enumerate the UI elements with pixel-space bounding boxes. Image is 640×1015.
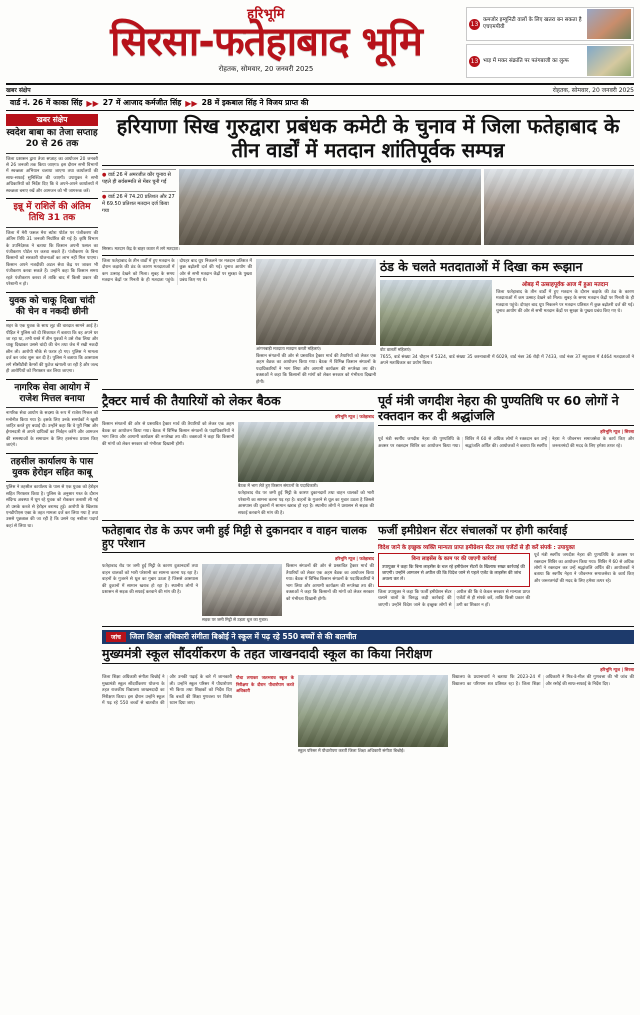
sidebar-item-body: नागरिक सेवा आयोग के सदस्य के रूप में राजेश मित्तल को मनोनीत किया गया है। इसके लिए उनके समर्थकों ने खुशी जाहिर करते हुए बधाई दी। उन्होंने कहा कि वे पूरी निष्ठा और ईमानदारी से अपने दायित्वों का निर्वहन करेंगे और आमजन की समस्याओं के समाधान के लिए हरसंभव प्रयास किए जाएंगे। (6, 411, 98, 449)
dateline-left: खबर संक्षेप (6, 87, 31, 94)
main-column (102, 114, 634, 754)
cold-story-text-wrap (496, 280, 634, 353)
mud-story-photo-caption: सड़क पर जमी मिट्टी से उड़ता धूल का गुबार। (202, 617, 269, 623)
promo-text: भाड़ में मकर संक्रांति पर पतंगबाजी का लुत्फ (483, 57, 569, 64)
sidebar-item-body: पुलिस ने तहसील कार्यालय के पास से एक युवक को हेरोइन सहित गिरफ्तार किया है। पुलिस के अनुसार गश्त के दौरान संदिग्ध अवस्था में घूम रहे युवक को रोककर तलाशी ली गई तो उसके कब्जे से हेरोइन बरामद हुई। आरोपी के खिलाफ एनडीपीएस एक्ट के तहत मामला दर्ज कर लिया गया है तथा उससे पूछताछ की जा रही है कि उसने यह नशीला पदार्थ कहां से लिया था। (6, 485, 98, 529)
kicker-item-1: वार्ड नं. 26 में काका सिंह (10, 98, 83, 107)
lead-body: जिला फतेहाबाद के तीन वार्डों में हुए मतदान के दौरान कड़ाके की ठंड के कारण मतदाताओं में कम उत्साह देखने को मिला। सुबह के समय मतदान केंद्रों पर गिनती के ही मतदाता पहुंचे। दोपहर बाद धूप निकलने पर मतदान प्रतिशत में कुछ बढ़ोतरी दर्ज की गई। चुनाव आयोग की ओर से सभी मतदान केंद्रों पर सुरक्षा के पुख्ता प्रबंध किए गए थे। (102, 259, 252, 284)
dateline-strip (6, 85, 634, 96)
cold-story-stats: 7655, वार्ड संख्या 34 चौहान में 5324, वार्ड संख्या 35 करनावाली में 6029, वार्ड नंबर 36 रोड़ी में 7433, वार्ड नंबर 37 सहुवाला में 4464 मतदाताओं ने अपने मताधिकार का प्रयोग किया। (380, 355, 634, 367)
fraud-story-body: जिला उपायुक्त ने कहा कि फर्जी इमीग्रेशन सेंटर चलाने वालों के विरुद्ध कड़ी कार्रवाई की जाएगी। उन्होंने विदेश जाने के इच्छुक लोगों से अपील की कि वे केवल सरकार से मान्यता प्राप्त एजेंटों से ही संपर्क करें, ताकि किसी प्रकार की ठगी का शिकार न हों। (378, 589, 530, 608)
second-photo-col (256, 259, 376, 386)
promo-badge: 13 (470, 20, 479, 28)
lead-photo-1-wrap (179, 169, 481, 245)
third-row (102, 393, 634, 517)
lead-photo-caption: सिरसा। मतदान केंद्र के बाहर कतार में लगे मतदाता। (102, 246, 180, 251)
lead-photo-row (102, 169, 634, 245)
sidebar-item-body: शहर के एक युवक के साथ लूट की वारदात सामने आई है। पीड़ित ने पुलिस को दी शिकायत में बताया कि वह अपने घर जा रहा था, तभी रास्ते में तीन युवकों ने उसे रोक लिया और चाकू दिखाकर उससे चांदी की चेन तथा जेब में रखी नकदी छीन ली। आरोपी मौके से फरार हो गए। पुलिस ने मामला दर्ज कर जांच शुरू कर दी है। पुलिस ने बताया कि आसपास लगे सीसीटीवी कैमरों की फुटेज खंगाली जा रही है और जल्द ही आरोपियों को गिरफ्तार कर लिया जाएगा। (6, 324, 98, 375)
sidebar-item-4[interactable] (6, 457, 98, 531)
sidebar-item-body: जिला प्रशासन द्वारा तेजा सप्ताह का आयोजन 20 जनवरी से 26 जनवरी तक किया जाएगा। इस दौरान सभी विभागों में स्वच्छता अभियान चलाया जाएगा तथा कार्यालयों की साफ-सफाई सुनिश्चित की जाएगी। उपायुक्त ने सभी अधिकारियों को निर्देश दिए कि वे अपने-अपने कार्यालयों में स्वच्छता बनाए रखें और आमजन को भी जागरूक करें। (6, 156, 98, 194)
lead-headline: हरियाणा सिख गुरुद्वारा प्रबंधक कमेटी के चुनाव में जिला फतेहाबाद के तीन वार्डों में मतदान शांतिपूर्वक सम्पन्न (102, 114, 634, 166)
fraud-highlight-box (378, 553, 530, 587)
tractor-story-head: ट्रैक्टर मार्च की तैयारियों को लेकर बैठक (102, 393, 374, 411)
fourth-row (102, 524, 634, 623)
nehra-story-body: पूर्व मंत्री स्वर्गीय जगदीश नेहरा की पुण्यतिथि के अवसर पर रक्तदान शिविर का आयोजन किया गया। शिविर में 60 से अधिक लोगों ने रक्तदान कर उन्हें श्रद्धांजलि अर्पित की। आयोजकों ने बताया कि स्वर्गीय नेहरा ने जीवनभर समाजसेवा के कार्य किए और जरूरतमंदों की मदद के लिए हमेशा तत्पर रहे। (378, 437, 634, 449)
mud-right-text (286, 564, 374, 623)
mud-story-byline: हरिभूमि न्यूज | फतेहाबाद (335, 556, 374, 562)
cold-story-photo (380, 280, 492, 346)
school-story-body: जिला शिक्षा अधिकारी संगीता बिश्नोई ने मुख्यमंत्री स्कूल सौंदर्यीकरण योजना के तहत राजकीय विद्यालय जाखनदादी का निरीक्षण किया। इस दौरान उन्होंने स्कूल में पढ़ रहे 550 बच्चों से बातचीत की और उनकी पढ़ाई के बारे में जानकारी ली। उन्होंने स्कूल परिसर में पौधारोपण भी किया तथा शिक्षकों को निर्देश दिए कि बच्चों की शिक्षा गुणवत्ता पर विशेष ध्यान दिया जाए। (102, 675, 232, 707)
mud-story-photo (202, 564, 282, 616)
fraud-story (378, 524, 634, 623)
school-side-caption (236, 675, 294, 754)
sidebar-item-head: तहसील कार्यालय के पास युवक हेरोइन सहित काबू (6, 457, 98, 483)
mud-story (102, 524, 374, 623)
brand-title: सिरसा-फतेहाबाद भूमि (110, 19, 422, 65)
masthead (6, 4, 634, 85)
lead-caption-1-text: वार्ड 26 में अमरजीत कौर चुनाव से पहले ही सर्वसम्मति से मेंबर चुनी गईं (102, 172, 171, 186)
masthead-promos (466, 4, 634, 81)
sidebar-item-0[interactable] (6, 128, 98, 195)
promo-badge: 13 (470, 57, 479, 65)
lead-continued-text (102, 259, 252, 386)
mud-photo-wrap (202, 564, 282, 623)
tractor-story-body: किसान संगठनों की ओर से प्रस्तावित ट्रैक्टर मार्च की तैयारियों को लेकर एक अहम बैठक का आयोजन किया गया। बैठक में विभिन्न किसान संगठनों के पदाधिकारियों ने भाग लिया और आगामी कार्यक्रम की रूपरेखा तय की। वक्ताओं ने कहा कि किसानों की मांगों को लेकर सरकार को गंभीरता दिखानी होगी। (102, 422, 234, 447)
mud-story-body: फतेहाबाद रोड पर जमी हुई मिट्टी के कारण दुकानदारों तथा वाहन चालकों को भारी परेशानी का सामना करना पड़ रहा है। वाहनों के गुजरने से धूल का गुबार उठता है जिससे आसपास की दुकानों में सामान खराब हो रहा है। स्थानीय लोगों ने प्रशासन से सड़क की सफाई करवाने की मांग की है। (102, 564, 198, 596)
cold-story-photo-wrap (380, 280, 492, 353)
sidebar-item-head: युवक को चाकू दिखा चांदी की चेन व नकदी छीनी (6, 296, 98, 322)
lead-photo-2-wrap (484, 169, 634, 245)
school-story-head: मुख्यमंत्री स्कूल सौंदर्यीकरण के तहत जाखनदादी स्कूल का किया निरीक्षण (102, 646, 634, 664)
nehra-story-byline: हरिभूमि न्यूज | सिरसा (600, 429, 634, 435)
nehra-story (378, 393, 634, 517)
tractor-story-photo-caption: बैठक में भाग लेते हुए किसान संगठनों के पदाधिकारी। (238, 483, 319, 489)
sidebar-item-head: नागरिक सेवा आयोग में राजेश मित्तल बनाया (6, 383, 98, 409)
kicker-separator-icon: ▶▶ (185, 98, 198, 108)
lead-caption-1: ● वार्ड 26 में अमरजीत कौर चुनाव से पहले ही सर्वसम्मति से मेंबर चुनी गईं (102, 169, 176, 187)
sidebar-item-body: जिला में मेरी फसल मेरा ब्योरा पोर्टल पर पंजीकरण की अंतिम तिथि 31 जनवरी निर्धारित की गई है। कृषि विभाग के उपनिदेशक ने बताया कि किसान अपनी फसल का पंजीकरण पोर्टल पर करवा सकते हैं। पंजीकरण के बिना किसानों को सरकारी योजनाओं का लाभ नहीं मिल पाएगा। किसान अपने नजदीकी अटल सेवा केंद्र पर जाकर भी पंजीकरण करवा सकते हैं। उन्होंने कहा कि किसान समय रहते पंजीकरण करवा लें ताकि बाद में किसी प्रकार की परेशानी न हो। (6, 230, 98, 288)
school-right-text (452, 675, 634, 754)
mud-story-head: फतेहाबाद रोड के ऊपर जमी हुई मिट्टी से दुकानदार व वाहन चालक हुए परेशान (102, 524, 374, 553)
school-body-row (102, 675, 634, 754)
lead-captions (102, 169, 176, 245)
kicker-separator-icon: ▶▶ (86, 98, 99, 108)
sidebar-item-1[interactable] (6, 202, 98, 288)
kicker-item-3: 28 में इकबाल सिंह ने विजय प्राप्त की (201, 98, 309, 107)
tractor-left-text (102, 422, 234, 517)
sidebar-badge: खबर संक्षेप (6, 114, 98, 126)
school-tagbar (102, 630, 634, 644)
masthead-left-spacer (6, 4, 66, 81)
school-story-byline: हरिभूमि न्यूज | सिरसा (600, 667, 634, 673)
lead-photo-1 (179, 169, 481, 245)
tractor-story-byline: हरिभूमि न्यूज | फतेहाबाद (335, 414, 374, 420)
school-tagbar-text: जिला शिक्षा अधिकारी संगीता बिश्नोई ने स्कूल में पढ़ रहे 550 बच्चों से की बातचीत (129, 632, 357, 642)
masthead-center (66, 4, 466, 81)
second-row (102, 259, 634, 386)
promo-item[interactable] (466, 44, 634, 78)
school-story (102, 630, 634, 754)
cold-story-body: जिला फतेहाबाद के तीन वार्डों में हुए मतदान के दौरान कड़ाके की ठंड के कारण मतदाताओं में कम उत्साह देखने को मिला। सुबह के समय मतदान केंद्रों पर गिनती के ही मतदाता पहुंचे। दोपहर बाद धूप निकलने पर मतदान प्रतिशत में कुछ बढ़ोतरी दर्ज की गई। चुनाव आयोग की ओर से सभी मतदान केंद्रों पर सुरक्षा के पुख्ता प्रबंध किए गए थे। (496, 290, 634, 315)
school-side-caption-text: पौधा लगाकर जलभराव स्कूल के निरीक्षण के दौरान पौधारोपण करते अधिकारी (236, 675, 294, 693)
sidebar-item-head: इन्नू में राशिलें की अंतिम तिथि 31 तक (6, 202, 98, 228)
lead-caption-2: ● वार्ड 26 में 74.20 प्रतिशत और 27 में 69.50 प्रतिशत मतदान दर्ज किया गया (102, 191, 176, 216)
tractor-right-text: फतेहाबाद रोड पर जमी हुई मिट्टी के कारण दुकानदारों तथा वाहन चालकों को भारी परेशानी का सामना करना पड़ रहा है। वाहनों के गुजरने से धूल का गुबार उठता है जिससे आसपास की दुकानों में सामान खराब हो रहा है। स्थानीय लोगों ने प्रशासन से सड़क की सफाई करवाने की मांग की है। (238, 491, 374, 516)
cold-story-photo-caption: वोट डालतीं महिलाएं। (380, 347, 412, 352)
nehra-story-head: पूर्व मंत्री जगदीश नेहरा की पुण्यतिथि पर 60 लोगों ने रक्तदान कर दी श्रद्धांजलि (378, 393, 634, 426)
fraud-box-body: उपायुक्त ने कहा कि बिना लाइसेंस के चल रहे इमीग्रेशन सेंटरों के खिलाफ सख्त कार्रवाई की जाएगी। उन्होंने आमजन से अपील की कि विदेश जाने से पहले एजेंट के लाइसेंस की जांच अवश्य कर लें। (382, 564, 525, 583)
mud-story-body-cont: किसान संगठनों की ओर से प्रस्तावित ट्रैक्टर मार्च की तैयारियों को लेकर एक अहम बैठक का आयोजन किया गया। बैठक में विभिन्न किसान संगठनों के पदाधिकारियों ने भाग लिया और आगामी कार्यक्रम की रूपरेखा तय की। वक्ताओं ने कहा कि किसानों की मांगों को लेकर सरकार को गंभीरता दिखानी होगी। (286, 564, 374, 602)
fraud-right-text (534, 553, 634, 609)
fraud-box-head: बिना लाइसेंस के काम पर की जाएगी कार्रवाई (411, 556, 497, 563)
promo-thumbnail-icon (587, 46, 631, 76)
cold-story-subhead: ओबड़ में उत्साहपूर्वक आज में हुआ मतदान (521, 282, 609, 288)
dateline-right: रोहतक, सोमवार, 20 जनवरी 2025 (552, 87, 634, 94)
masthead-subline: रोहतक, सोमवार, 20 जनवरी 2025 (218, 65, 314, 73)
school-photo-wrap (298, 675, 448, 754)
fraud-story-subhead: विदेश जाने के इच्छुक व्यक्ति मान्यता प्राप्त इमीग्रेशन सेंटर तथा एजेंटों से ही करें संपर्क : उपायुक्त (378, 545, 575, 552)
brand-small: हरिभूमि (247, 7, 285, 22)
cold-story-head: ठंड के चलते मतदाताओं में दिखा कम रूझान (380, 259, 634, 277)
school-left-text (102, 675, 232, 754)
promo-item[interactable] (466, 7, 634, 41)
lead-caption-2-text: वार्ड 26 में 74.20 प्रतिशत और 27 में 69.50 प्रतिशत मतदान दर्ज किया गया (102, 193, 175, 214)
photo-voters-queue-caption: आंगनबाड़ी मतदाता मतदान करती महिलाएं। (256, 346, 322, 351)
sidebar-item-head: स्वदेश बाबा का तेजा सप्ताह 20 से 26 तक (6, 128, 98, 154)
school-story-photo (298, 675, 448, 747)
promo-thumbnail-icon (587, 9, 631, 39)
tractor-story (102, 393, 374, 517)
cold-story (380, 259, 634, 386)
mud-left-text (102, 564, 198, 623)
kicker-item-2: 27 में आजाद कर्मजीत सिंह (102, 98, 182, 107)
tractor-story-photo (238, 422, 374, 482)
school-right-body: विद्यालय के प्रधानाचार्य ने बताया कि 2023-24 में विद्यालय का परिणाम शत प्रतिशत रहा है। जिला शिक्षा अधिकारी ने मिड-डे-मील की गुणवत्ता की भी जांच की और रसोई की साफ-सफाई के निर्देश दिए। (452, 675, 634, 687)
tractor-photo-wrap (238, 422, 374, 517)
sidebar-column (6, 114, 98, 754)
school-story-photo-caption: स्कूल परिसर में पौधारोपण करतीं जिला शिक्षा अधिकारी संगीता बिश्नोई। (298, 748, 405, 754)
school-tag: जांच (106, 632, 126, 642)
page-body (6, 114, 634, 754)
fraud-box-wrap (378, 553, 530, 609)
sidebar-item-3[interactable] (6, 383, 98, 450)
photo-voters-queue (256, 259, 376, 345)
second-photo-col-text: किसान संगठनों की ओर से प्रस्तावित ट्रैक्टर मार्च की तैयारियों को लेकर एक अहम बैठक का आयोजन किया गया। बैठक में विभिन्न किसान संगठनों के पदाधिकारियों ने भाग लिया और आगामी कार्यक्रम की रूपरेखा तय की। वक्ताओं ने कहा कि किसानों की मांगों को लेकर सरकार को गंभीरता दिखानी होगी। (256, 354, 376, 385)
kicker-bar (6, 96, 634, 111)
fraud-story-head: फर्जी इमीग्रेशन सेंटर संचालकों पर होगी कार्रवाई (378, 524, 634, 540)
fraud-story-body-cont: पूर्व मंत्री स्वर्गीय जगदीश नेहरा की पुण्यतिथि के अवसर पर रक्तदान शिविर का आयोजन किया गया। शिविर में 60 से अधिक लोगों ने रक्तदान कर उन्हें श्रद्धांजलि अर्पित की। आयोजकों ने बताया कि स्वर्गीय नेहरा ने जीवनभर समाजसेवा के कार्य किए और जरूरतमंदों की मदद के लिए हमेशा तत्पर रहे। (534, 553, 634, 584)
sidebar-item-2[interactable] (6, 296, 98, 376)
promo-text: कमजोर इम्यूनिटी वालों के लिए खतरा बन सकता है एचएमपीवी (483, 17, 582, 30)
lead-photo-2 (484, 169, 634, 245)
